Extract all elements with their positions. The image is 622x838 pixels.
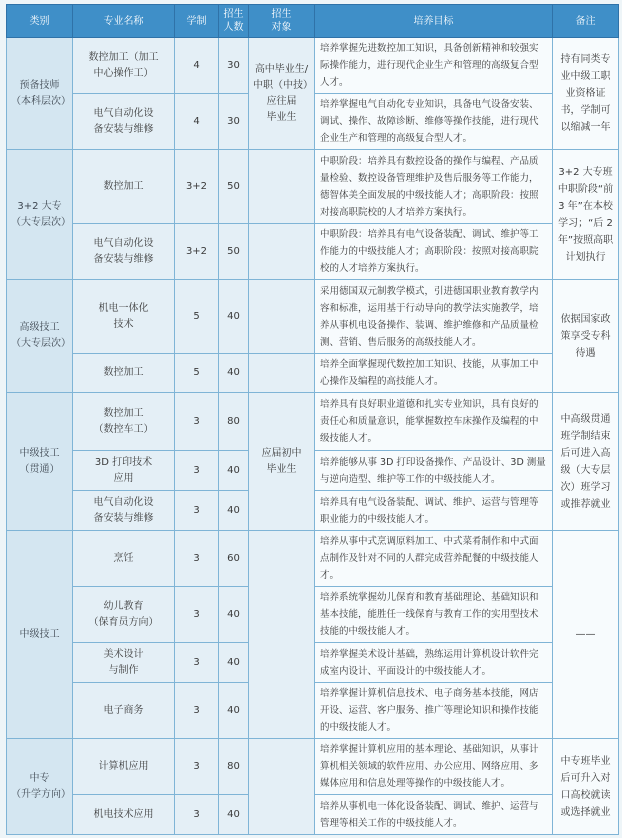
duration-cell: 3: [175, 451, 219, 491]
enrollment-table-wrap: [6, 4, 618, 834]
enroll-cell: 30: [219, 94, 249, 150]
duration-cell: 4: [175, 94, 219, 150]
duration-cell: 3: [175, 683, 219, 739]
table-row: [7, 224, 619, 280]
duration-cell: 3: [175, 739, 219, 795]
target-empty: [249, 280, 315, 354]
duration-cell: 3: [175, 491, 219, 531]
category-mid: 中级技工: [7, 531, 73, 739]
goal-cell: 培养掌握计算机应用的基本理论、基础知识，从事计算机相关领域的软件应用、办公应用、网络应用、多媒体应用和信息处理等操作的中级技能人才。: [315, 739, 553, 795]
category-three-plus-two: 3+2 大专 （大专层次）: [7, 150, 73, 280]
major-cell: 电气自动化设 备安装与维修: [73, 94, 175, 150]
duration-cell: 3: [175, 393, 219, 451]
enroll-cell: 40: [219, 587, 249, 643]
category-mid-gt: 中级技工 （贯通）: [7, 393, 73, 531]
goal-cell: 培养全面掌握现代数控加工知识、技能，从事加工中心操作及编程的高技能人才。: [315, 354, 553, 393]
goal-cell: 培养掌握先进数控加工知识，具备创新精神和较强实际操作能力，进行现代企业生产和管理的高级复合型人才。: [315, 38, 553, 94]
duration-cell: 3+2: [175, 224, 219, 280]
enroll-cell: 50: [219, 150, 249, 224]
major-cell: 电子商务: [73, 683, 175, 739]
category-senior: 高级技工 （大专层次）: [7, 280, 73, 393]
enrollment-table: [6, 4, 619, 835]
header-target: 招生 对象: [249, 5, 315, 38]
header-duration: 学制: [175, 5, 219, 38]
header-goal: 培养目标: [315, 5, 553, 38]
category-secondary: 中专 （升学方向）: [7, 739, 73, 835]
major-cell: 数控加工: [73, 150, 175, 224]
duration-cell: 5: [175, 280, 219, 354]
enroll-cell: 80: [219, 739, 249, 795]
table-row: [7, 150, 619, 224]
goal-cell: 培养从事中式烹调原料加工、中式菜肴制作和中式面点制作及针对不同的人群完成营养配餐的中级技能人才。: [315, 531, 553, 587]
major-cell: 电气自动化设 备安装与维修: [73, 224, 175, 280]
enroll-cell: 30: [219, 38, 249, 94]
duration-cell: 3: [175, 531, 219, 587]
goal-cell: 采用德国双元制教学模式，引进德国职业教育教学内容和标准，运用基于行动导向的教学法实施教学，培养从事机电设备操作、装调、维护维修和产品质量检测、营销、售后服务的高级技能人才。: [315, 280, 553, 354]
goal-cell: 中职阶段：培养具有数控设备的操作与编程、产品质量检验、数控设备管理维护及售后服务等工作能力，德智体美全面发展的中级技能人才；高职阶段：按照对接高职院校的人才培养方案执行。: [315, 150, 553, 224]
enroll-cell: 40: [219, 354, 249, 393]
goal-cell: 培养掌握计算机信息技术、电子商务基本技能，网店开设、运营、客户服务、推广等理论知识和操作技能的中级技能人才。: [315, 683, 553, 739]
major-cell: 幼儿教育 （保育员方向）: [73, 587, 175, 643]
goal-cell: 培养具有电气设备装配、调试、维护、运营与管理等职业能力的中级技能人才。: [315, 491, 553, 531]
major-cell: 机电技术应用: [73, 795, 175, 835]
duration-cell: 4: [175, 38, 219, 94]
goal-cell: 培养系统掌握幼儿保育和教育基础理论、基础知识和基本技能，能胜任一线保育与教育工作的实用型技术技能的中级技能人才。: [315, 587, 553, 643]
goal-cell: 培养从事机电一体化设备装配、调试、维护、运营与管理等相关工作的中级技能人才。: [315, 795, 553, 835]
enroll-cell: 40: [219, 795, 249, 835]
duration-cell: 3: [175, 587, 219, 643]
major-cell: 数控加工 （数控车工）: [73, 393, 175, 451]
table-row: [7, 739, 619, 795]
duration-cell: 3+2: [175, 150, 219, 224]
category-preparatory: 预备技师 （本科层次）: [7, 38, 73, 150]
major-cell: 数控加工: [73, 354, 175, 393]
enroll-cell: 40: [219, 643, 249, 683]
duration-cell: 5: [175, 354, 219, 393]
target-empty: [249, 531, 315, 739]
note-three-plus-two: 3+2 大专班中职阶段“前 3 年”在本校学习；“后 2 年”按照高职计划执行: [553, 150, 619, 280]
note-mid-gt: 中高级贯通班学制结束后可进入高级（大专层次）班学习或推荐就业: [553, 393, 619, 531]
major-cell: 计算机应用: [73, 739, 175, 795]
note-mid: ——: [553, 531, 619, 739]
enroll-cell: 50: [219, 224, 249, 280]
major-cell: 美术设计 与制作: [73, 643, 175, 683]
major-cell: 电气自动化设 备安装与维修: [73, 491, 175, 531]
goal-cell: 中职阶段：培养具有电气设备装配、调试、维护等工作能力的中级技能人才；高职阶段：按照对接高职院校的人才培养方案执行。: [315, 224, 553, 280]
major-cell: 数控加工（加工 中心操作工）: [73, 38, 175, 94]
table-row: [7, 38, 619, 94]
major-cell: 机电一体化 技术: [73, 280, 175, 354]
table-row: [7, 280, 619, 354]
enroll-cell: 80: [219, 393, 249, 451]
goal-cell: 培养掌握电气自动化专业知识，具备电气设备安装、调试、操作、故障诊断、维修等操作技能，进行现代企业生产和管理的高级复合型人才。: [315, 94, 553, 150]
header-notes: 备注: [553, 5, 619, 38]
table-row: [7, 531, 619, 587]
table-row: [7, 354, 619, 393]
note-preparatory: 持有同类专业中级工职业资格证书，学制可以缩减一年: [553, 38, 619, 150]
table-row: [7, 393, 619, 451]
target-empty: [249, 739, 315, 835]
target-high-school: 高中毕业生/ 中职（中技） 应往届 毕业生: [249, 38, 315, 150]
major-cell: 烹饪: [73, 531, 175, 587]
target-empty: [249, 224, 315, 280]
target-empty: [249, 150, 315, 224]
goal-cell: 培养具有良好职业道德和扎实专业知识，具有良好的责任心和质量意识，能掌握数控车床操作及编程的中级技能人才。: [315, 393, 553, 451]
enroll-cell: 40: [219, 683, 249, 739]
header-row: [7, 5, 619, 38]
duration-cell: 3: [175, 643, 219, 683]
header-category: 类别: [7, 5, 73, 38]
duration-cell: 3: [175, 795, 219, 835]
note-senior: 依据国家政策享受专科待遇: [553, 280, 619, 393]
goal-cell: 培养能够从事 3D 打印设备操作、产品设计、3D 测量与逆向造型、维护等工作的中级技能人才。: [315, 451, 553, 491]
goal-cell: 培养掌握美术设计基础，熟练运用计算机设计软件完成室内设计、平面设计的中级技能人才。: [315, 643, 553, 683]
note-secondary: 中专班毕业后可升入对口高校就读或选择就业: [553, 739, 619, 835]
target-empty: [249, 354, 315, 393]
enroll-cell: 40: [219, 280, 249, 354]
enroll-cell: 60: [219, 531, 249, 587]
header-major: 专业名称: [73, 5, 175, 38]
major-cell: 3D 打印技术 应用: [73, 451, 175, 491]
header-enroll: 招生 人数: [219, 5, 249, 38]
target-junior: 应届初中 毕业生: [249, 393, 315, 531]
enroll-cell: 40: [219, 491, 249, 531]
enroll-cell: 40: [219, 451, 249, 491]
